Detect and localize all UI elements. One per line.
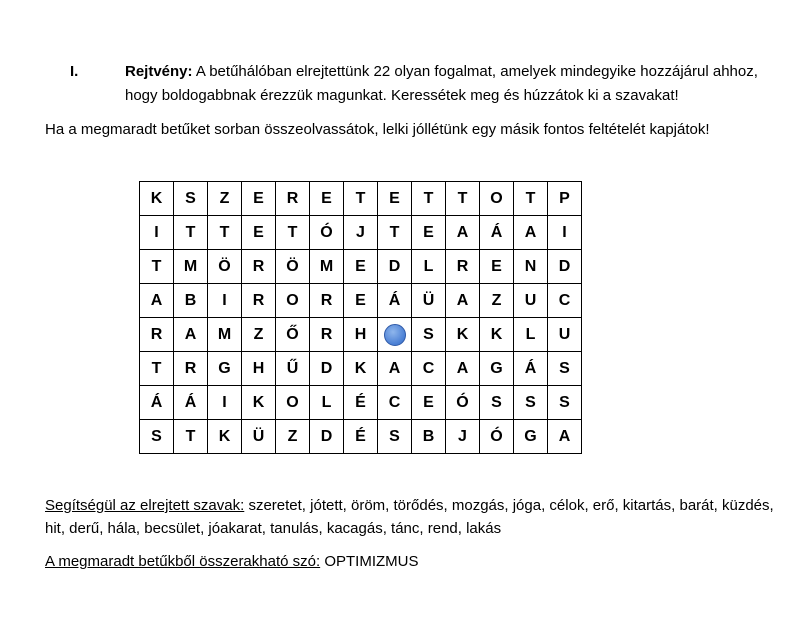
- grid-cell: E: [344, 250, 378, 284]
- grid-cell: Ű: [276, 352, 310, 386]
- helper-text: [45, 494, 785, 540]
- grid-cell: M: [208, 318, 242, 352]
- task-title: Rejtvény:: [125, 63, 193, 80]
- grid-cell: E: [242, 182, 276, 216]
- grid-cell: Ő: [276, 318, 310, 352]
- grid-cell: A: [514, 216, 548, 250]
- grid-cell: Á: [514, 352, 548, 386]
- grid-cell: A: [548, 420, 582, 454]
- grid-row: [140, 318, 582, 352]
- grid-row: [140, 216, 582, 250]
- grid-cell: Ö: [276, 250, 310, 284]
- smiley-icon-cell: [378, 318, 412, 352]
- grid-cell: C: [412, 352, 446, 386]
- grid-cell: T: [140, 352, 174, 386]
- grid-cell: Á: [174, 386, 208, 420]
- grid-cell: D: [310, 420, 344, 454]
- grid-cell: K: [140, 182, 174, 216]
- grid-cell: P: [548, 182, 582, 216]
- grid-cell: E: [412, 216, 446, 250]
- grid-cell: R: [310, 284, 344, 318]
- helper-label: Segítségül az elrejtett szavak:: [45, 497, 245, 514]
- word-search-grid: [139, 181, 582, 454]
- grid-cell: E: [310, 182, 344, 216]
- grid-cell: É: [344, 420, 378, 454]
- grid-cell: S: [480, 386, 514, 420]
- grid-cell: A: [446, 284, 480, 318]
- grid-cell: S: [378, 420, 412, 454]
- grid-cell: T: [174, 420, 208, 454]
- grid-cell: A: [174, 318, 208, 352]
- grid-cell: E: [412, 386, 446, 420]
- grid-cell: R: [242, 250, 276, 284]
- grid-cell: E: [344, 284, 378, 318]
- grid-cell: R: [310, 318, 344, 352]
- grid-cell: Z: [242, 318, 276, 352]
- grid-cell: S: [548, 352, 582, 386]
- grid-cell: S: [412, 318, 446, 352]
- grid-cell: B: [412, 420, 446, 454]
- grid-cell: G: [514, 420, 548, 454]
- grid-cell: C: [548, 284, 582, 318]
- grid-cell: J: [344, 216, 378, 250]
- grid-cell: T: [446, 182, 480, 216]
- grid-cell: Z: [276, 420, 310, 454]
- grid-cell: Ü: [412, 284, 446, 318]
- grid-cell: T: [174, 216, 208, 250]
- grid-cell: K: [242, 386, 276, 420]
- grid-cell: I: [140, 216, 174, 250]
- grid-cell: D: [310, 352, 344, 386]
- grid-cell: E: [378, 182, 412, 216]
- grid-cell: R: [140, 318, 174, 352]
- task-text: A betűhálóban elrejtettünk 22 olyan fogalmat, amelyek mindegyike hozzájárul ahhoz, hogy boldogabbnak érezzük magunkat. Keressétek meg és húzzátok ki a szavakat!: [125, 63, 758, 104]
- grid-cell: S: [140, 420, 174, 454]
- grid-cell: T: [208, 216, 242, 250]
- grid-cell: T: [412, 182, 446, 216]
- grid-row: [140, 284, 582, 318]
- grid-cell: U: [548, 318, 582, 352]
- intro-text: Ha a megmaradt betűket sorban összeolvassátok, lelki jóllétünk egy másik fontos feltételét kapjátok!: [45, 121, 710, 138]
- grid-cell: K: [208, 420, 242, 454]
- grid-cell: Ö: [208, 250, 242, 284]
- result-label: A megmaradt betűkből összerakható szó:: [45, 553, 321, 570]
- grid-cell: T: [140, 250, 174, 284]
- grid-cell: B: [174, 284, 208, 318]
- grid-cell: K: [344, 352, 378, 386]
- grid-cell: T: [276, 216, 310, 250]
- grid-cell: T: [378, 216, 412, 250]
- grid-cell: K: [446, 318, 480, 352]
- smiley-icon: [384, 324, 406, 346]
- grid-cell: R: [174, 352, 208, 386]
- grid-cell: S: [548, 386, 582, 420]
- grid-row: [140, 352, 582, 386]
- task-description: [125, 60, 765, 108]
- grid-cell: R: [276, 182, 310, 216]
- grid-cell: N: [514, 250, 548, 284]
- grid-cell: H: [242, 352, 276, 386]
- grid-cell: E: [242, 216, 276, 250]
- grid-cell: S: [174, 182, 208, 216]
- grid-cell: O: [276, 284, 310, 318]
- grid-cell: L: [310, 386, 344, 420]
- grid-cell: D: [378, 250, 412, 284]
- grid-cell: Z: [208, 182, 242, 216]
- grid-cell: Ü: [242, 420, 276, 454]
- grid-cell: Á: [480, 216, 514, 250]
- grid-cell: L: [412, 250, 446, 284]
- grid-cell: Ó: [480, 420, 514, 454]
- grid-cell: G: [208, 352, 242, 386]
- grid-cell: M: [310, 250, 344, 284]
- grid-cell: T: [514, 182, 548, 216]
- grid-cell: I: [208, 284, 242, 318]
- grid-cell: S: [514, 386, 548, 420]
- grid-cell: É: [344, 386, 378, 420]
- grid-cell: T: [344, 182, 378, 216]
- grid-row: [140, 386, 582, 420]
- grid-cell: Ó: [446, 386, 480, 420]
- grid-cell: D: [548, 250, 582, 284]
- grid-cell: O: [276, 386, 310, 420]
- grid-cell: Z: [480, 284, 514, 318]
- grid-cell: I: [548, 216, 582, 250]
- grid-cell: A: [378, 352, 412, 386]
- helper-words: szeretet, jótett, öröm, törődés, mozgás, jóga, célok, erő, kitartás, barát, küzdés, hit, derű, hála, becsület, jóakarat, tanulás, kacagás, tánc, rend, lakás: [45, 497, 774, 537]
- grid-cell: R: [242, 284, 276, 318]
- grid-cell: Á: [378, 284, 412, 318]
- grid-row: [140, 420, 582, 454]
- grid-cell: H: [344, 318, 378, 352]
- grid-cell: R: [446, 250, 480, 284]
- result-text: [45, 550, 785, 573]
- grid-cell: U: [514, 284, 548, 318]
- grid-cell: L: [514, 318, 548, 352]
- result-answer: OPTIMIZMUS: [320, 553, 419, 570]
- grid-cell: A: [140, 284, 174, 318]
- grid-cell: K: [480, 318, 514, 352]
- grid-cell: A: [446, 352, 480, 386]
- grid-row: [140, 182, 582, 216]
- grid-cell: Ó: [310, 216, 344, 250]
- grid-cell: E: [480, 250, 514, 284]
- grid-cell: Á: [140, 386, 174, 420]
- grid-cell: G: [480, 352, 514, 386]
- grid-cell: M: [174, 250, 208, 284]
- grid-row: [140, 250, 582, 284]
- grid-cell: A: [446, 216, 480, 250]
- grid-cell: O: [480, 182, 514, 216]
- grid-cell: J: [446, 420, 480, 454]
- task-number: I.: [70, 63, 79, 80]
- grid-cell: C: [378, 386, 412, 420]
- grid-cell: I: [208, 386, 242, 420]
